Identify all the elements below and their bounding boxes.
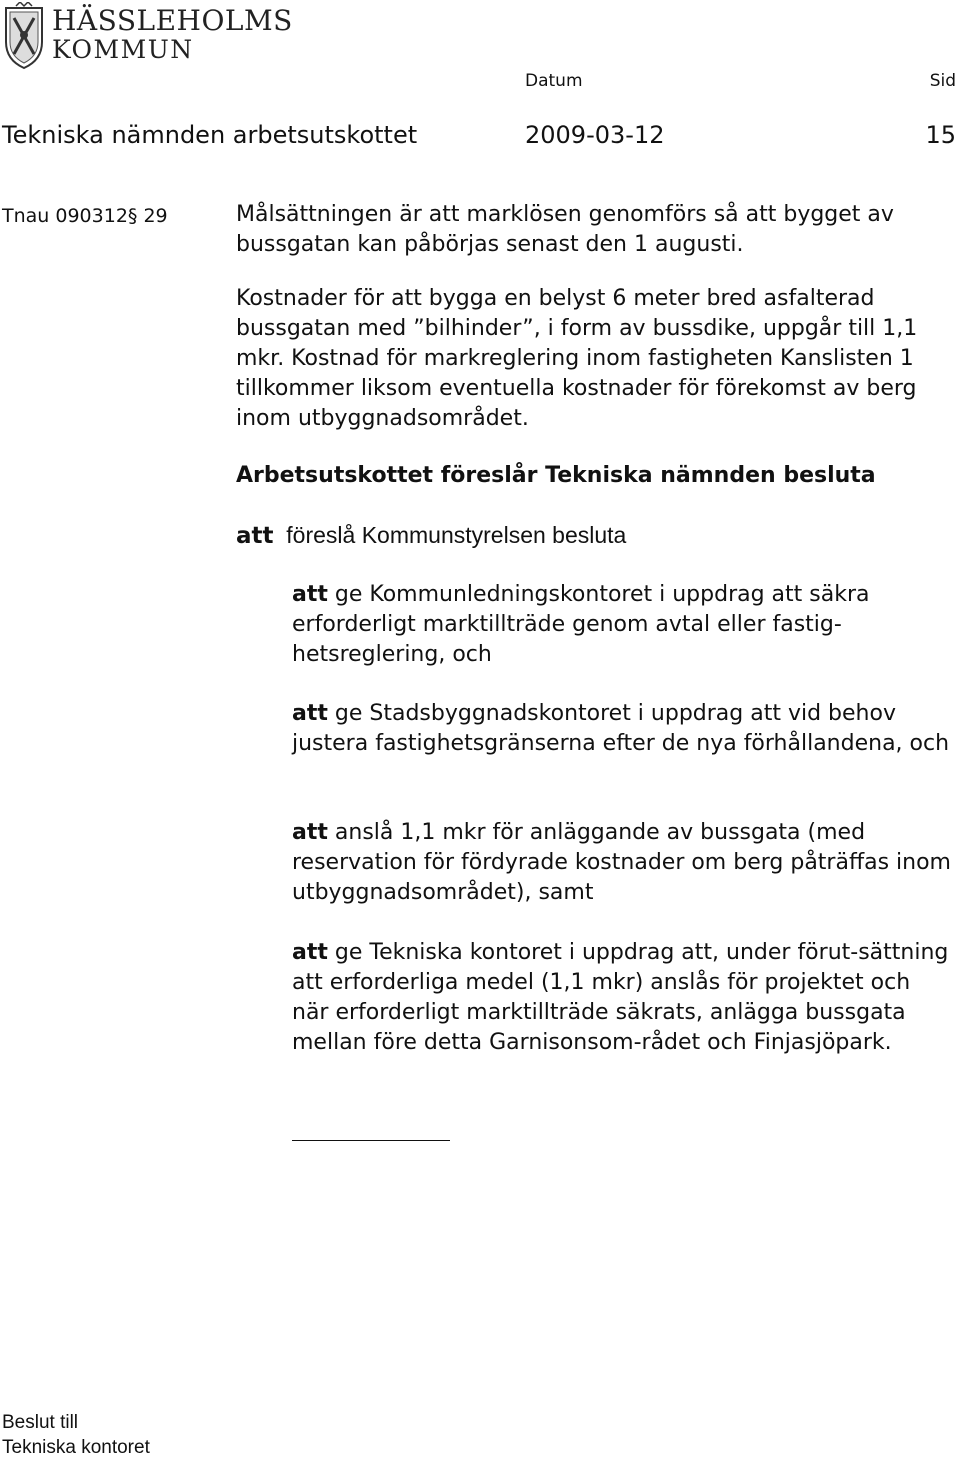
att-keyword: att [292, 820, 328, 845]
meeting-date: 2009-03-12 [525, 121, 665, 149]
decision-clause [292, 699, 952, 759]
distribution-line2: Tekniska kontoret [2, 1437, 150, 1458]
body-paragraph: Målsättningen är att marklösen genomförs så att bygget av bussgatan kan påbörjas senast den 1 augusti. [236, 202, 894, 257]
decision-clause [292, 938, 952, 1058]
distribution-note [2, 1410, 150, 1460]
divider-line [292, 1140, 450, 1141]
municipality-crest-icon [2, 2, 46, 72]
att-intro-text: föreslå Kommunstyrelsen besluta [286, 522, 627, 548]
page-number: 15 [925, 121, 956, 149]
decision-clause [292, 818, 952, 908]
att-keyword: att [236, 523, 274, 549]
committee-name: Tekniska nämnden arbetsutskottet [2, 121, 418, 149]
clause-text: ge Stadsbyggnadskontoret i uppdrag att vid behov justera fastighetsgränserna efter de nya förhållandena, och [292, 701, 950, 756]
clause-text: ge Kommunledningskontoret i uppdrag att säkra erforderligt marktillträde genom avtal eller fastig-hetsreglering, och [292, 582, 870, 667]
paragraph-reference: Tnau 090312§ 29 [2, 205, 168, 227]
clause-text: anslå 1,1 mkr för anläggande av bussgata (med reservation för fördyrade kostnader om berg påträffas inom utbyggnadsområdet), samt [292, 820, 951, 905]
clause-text: ge Tekniska kontoret i uppdrag att, under förut-sättning att erforderliga medel (1,1 mkr) anslås för projektet och när erforderligt marktillträde säkrats, anlägga bussgata mellan före detta Garnisonsom-rådet och Finjasjöpark. [292, 940, 949, 1055]
distribution-line1: Beslut till [2, 1412, 79, 1433]
att-intro [236, 520, 951, 551]
organization-name [52, 6, 293, 64]
body-paragraph: Kostnader för att bygga en belyst 6 meter bred asfalterad bussgatan med ”bilhinder”, i form av bussdike, uppgår till 1,1 mkr. Kostnad för markreglering inom fastigheten Kanslisten 1 tillkommer liksom eventuella kostnader för förekomst av berg inom utbyggnadsområdet. [236, 286, 918, 431]
org-name-line2: KOMMUN [52, 35, 194, 64]
att-keyword: att [292, 940, 328, 965]
sid-label: Sid [929, 71, 956, 91]
datum-label: Datum [525, 71, 583, 91]
att-keyword: att [292, 701, 328, 726]
decision-clause [292, 580, 952, 670]
proposal-heading: Arbetsutskottet föreslår Tekniska nämnden besluta [236, 463, 876, 488]
org-name-line1: HÄSSLEHOLMS [52, 4, 293, 37]
att-keyword: att [292, 582, 328, 607]
